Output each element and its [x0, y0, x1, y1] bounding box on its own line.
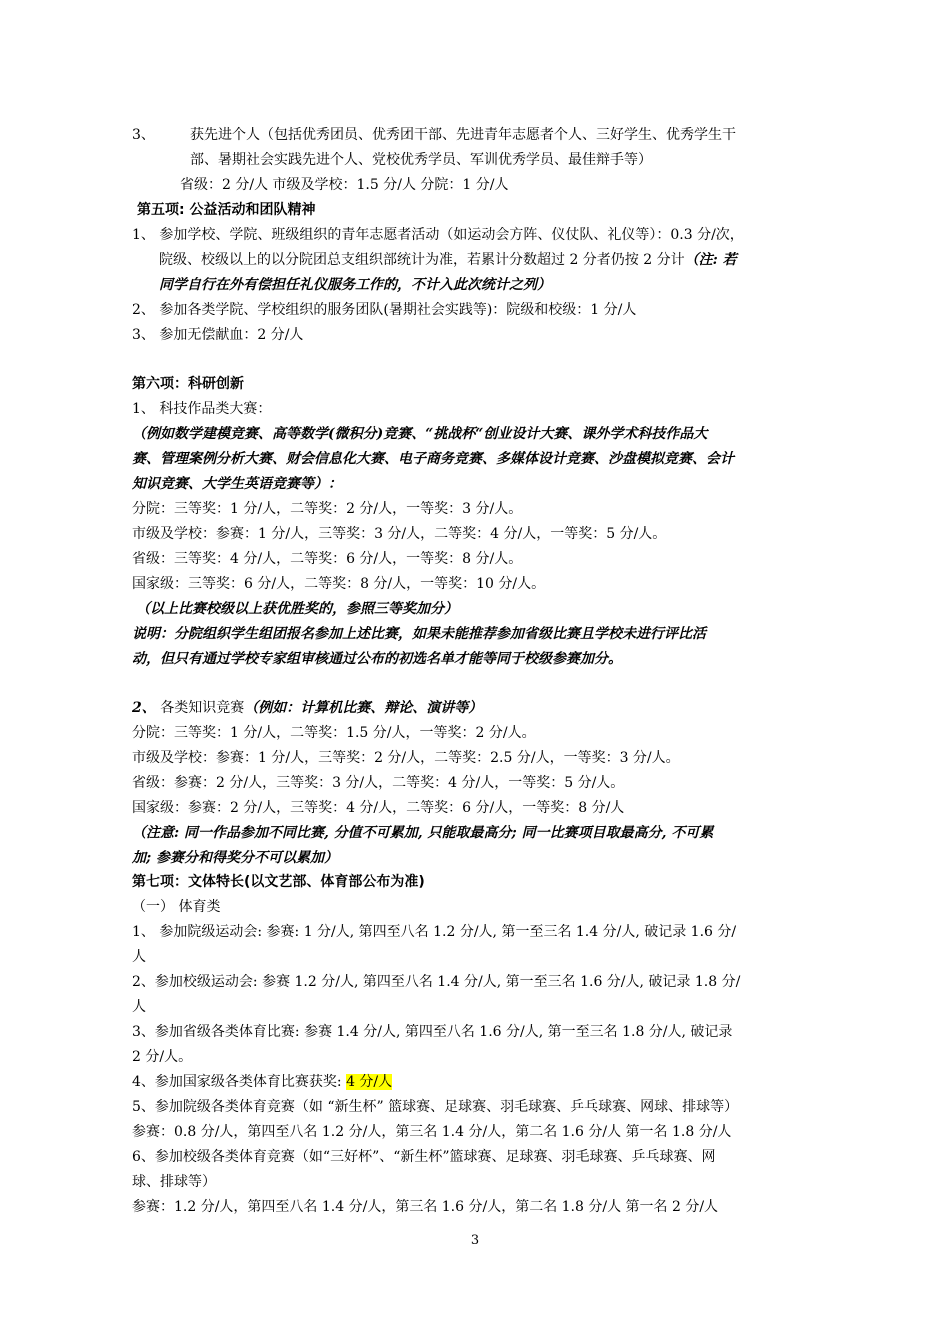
s6-item1-national-scores: 国家级：三等奖：6 分/人，二等奖：8 分/人，一等奖：10 分/人。 [132, 576, 546, 592]
s7-item1-line2: 人 [132, 949, 146, 965]
item3-line1: 获先进个人（包括优秀团员、优秀团干部、先进青年志愿者个人、三好学生、优秀学生干 [190, 127, 736, 143]
s7-item3-line1: 3、参加省级各类体育比赛: 参赛 1.4 分/人, 第四至八名 1.6 分/人, 第一至三名 1.8 分/人, 破记录 [132, 1024, 733, 1040]
s7-item6-line3: 参赛：1.2 分/人，第四至八名 1.4 分/人，第三名 1.6 分/人，第二名 1.8 分/人 第一名 2 分/人 [132, 1199, 719, 1215]
s7-item6-line2: 球、排球等） [132, 1174, 216, 1190]
s6-item1-heading: 1、 科技作品类大赛： [132, 401, 272, 417]
s6-item2-branch-scores: 分院：三等奖：1 分/人，二等奖：1.5 分/人，一等奖：2 分/人。 [132, 725, 536, 741]
s6-item2-province-scores: 省级：参赛：2 分/人，三等奖：3 分/人，二等奖：4 分/人，一等奖：5 分/人。 [132, 775, 625, 791]
s6-item1-examples-line3: 知识竞赛、大学生英语竞赛等）： [132, 476, 342, 492]
s6-item2-city-scores: 市级及学校：参赛：1 分/人，三等奖：2 分/人，二等奖：2.5 分/人，一等奖：3 分/人。 [132, 750, 680, 766]
s6-item1-province-scores: 省级：三等奖：4 分/人，二等奖：6 分/人，一等奖：8 分/人。 [132, 551, 523, 567]
s6-item1-examples-line2: 赛、管理案例分析大赛、财会信息化大赛、电子商务竞赛、多媒体设计竞赛、沙盘模拟竞赛、会计 [132, 451, 734, 467]
s5-item1-line1: 1、 参加学校、学院、班级组织的青年志愿者活动（如运动会方阵、仪仗队、礼仪等）：0.3 分/次， [132, 227, 744, 243]
item3-number: 3、 [132, 127, 155, 143]
s7-item1-line1: 1、 参加院级运动会: 参赛: 1 分/人, 第四至八名 1.2 分/人, 第一至三名 1.4 分/人, 破记录 1.6 分/ [132, 924, 737, 940]
s6-item1-note: （以上比赛校级以上获优胜奖的，参照三等奖加分） [136, 601, 458, 617]
section6-title: 第六项：科研创新 [132, 376, 244, 392]
highlighted-score: 4 分/人 [346, 1074, 393, 1090]
s6-item2-note-line1: （注意: 同一作品参加不同比赛, 分值不可累加, 只能取最高分; 同一比赛项目取最高分, 不可累 [132, 825, 714, 841]
s7-item5-line1: 5、参加院级各类体育竞赛（如 “新生杯” 篮球赛、足球赛、羽毛球赛、乒乓球赛、网球、排球等） [132, 1099, 739, 1115]
s6-item2-heading: 2、 各类知识竞赛（例如：计算机比赛、辩论、演讲等） [132, 700, 483, 716]
s7-item4: 4、参加国家级各类体育比赛获奖: 4 分/人 [132, 1074, 393, 1090]
s6-item1-city-scores: 市级及学校：参赛：1 分/人，三等奖：3 分/人，二等奖：4 分/人，一等奖：5 分/人。 [132, 526, 667, 542]
page-number: 3 [470, 1233, 480, 1248]
item3-line2: 部、暑期社会实践先进个人、党校优秀学员、军训优秀学员、最佳辩手等） [190, 152, 652, 168]
s7-subsection-sports: （一） 体育类 [132, 899, 221, 915]
s7-item3-line2: 2 分/人。 [132, 1049, 193, 1065]
s5-item2: 2、 参加各类学院、学校组织的服务团队(暑期社会实践等)：院级和校级：1 分/人 [132, 302, 637, 318]
s6-item2-note-line2: 加; 参赛分和得奖分不可以累加） [132, 850, 339, 866]
s5-item1-line2: 院级、校级以上的以分院团总支组织部统计为准，若累计分数超过 2 分者仍按 2 分计（注: 若 [159, 252, 737, 268]
item3-scores: 省级：2 分/人 市级及学校：1.5 分/人 分院：1 分/人 [180, 177, 509, 193]
s6-item1-examples-line1: （例如数学建模竞赛、高等数学(微积分)竞赛、“挑战杯“创业设计大赛、课外学术科技作品大 [132, 426, 708, 442]
s6-item1-explanation-line2: 动，但只有通过学校专家组审核通过公布的初选名单才能等同于校级参赛加分。 [132, 651, 622, 667]
s5-item1-line3: 同学自行在外有偿担任礼仪服务工作的，不计入此次统计之列） [159, 277, 551, 293]
s5-item3: 3、 参加无偿献血：2 分/人 [132, 327, 304, 343]
section7-title: 第七项：文体特长(以文艺部、体育部公布为准) [132, 874, 425, 890]
s7-item2-line2: 人 [132, 999, 146, 1015]
s6-item2-national-scores: 国家级：参赛：2 分/人，三等奖：4 分/人，二等奖：6 分/人，一等奖：8 分/人 [132, 800, 625, 816]
s6-item1-branch-scores: 分院：三等奖：1 分/人，二等奖：2 分/人，一等奖：3 分/人。 [132, 501, 523, 517]
s7-item5-line2: 参赛：0.8 分/人，第四至八名 1.2 分/人，第三名 1.4 分/人，第二名 1.6 分/人 第一名 1.8 分/人 [132, 1124, 732, 1140]
s7-item2-line1: 2、参加校级运动会: 参赛 1.2 分/人, 第四至八名 1.4 分/人, 第一至三名 1.6 分/人, 破记录 1.8 分/ [132, 974, 741, 990]
section5-title: 第五项: 公益活动和团队精神 [137, 202, 316, 218]
s6-item1-explanation-line1: 说明：分院组织学生组团报名参加上述比赛，如果未能推荐参加省级比赛且学校未进行评比活 [132, 626, 706, 642]
s7-item6-line1: 6、参加校级各类体育竞赛（如“三好杯”、“新生杯”篮球赛、足球赛、羽毛球赛、乒乓球赛、网 [132, 1149, 716, 1165]
